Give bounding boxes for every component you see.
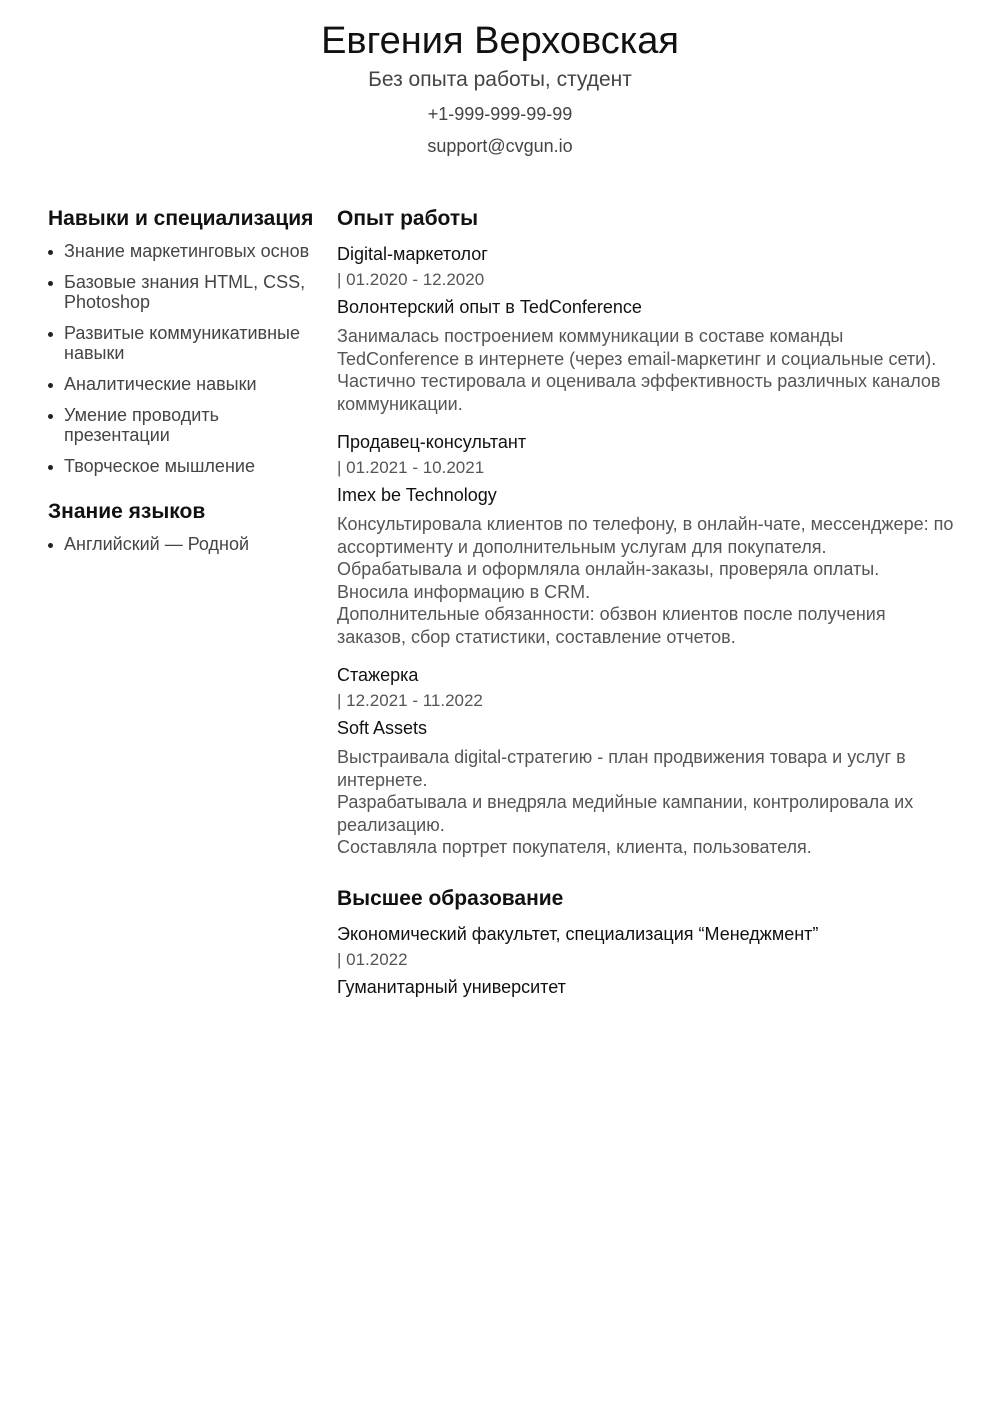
job-title: Digital-маркетолог — [337, 244, 488, 264]
skill-item: Знание маркетинговых основ — [48, 241, 323, 261]
job-description — [337, 746, 957, 859]
job-description — [337, 513, 957, 648]
resume-header — [0, 18, 1000, 158]
right-column — [337, 205, 957, 1015]
job-company: Imex be Technology — [337, 485, 497, 505]
job-dates: | 01.2020 - 12.2020 — [337, 270, 485, 289]
skills-list — [48, 241, 323, 476]
job-title: Продавец-консультант — [337, 432, 527, 452]
skill-item: Творческое мышление — [48, 456, 323, 476]
candidate-phone: +1-999-999-99-99 — [427, 104, 573, 124]
education-section — [337, 885, 957, 1001]
job-description-line: Разрабатывала и внедряла медийные кампании, контролировала их реализацию. — [337, 792, 914, 835]
skill-item: Умение проводить презентации — [48, 405, 323, 445]
job-title: Стажерка — [337, 665, 419, 685]
candidate-email: support@cvgun.io — [427, 136, 573, 156]
job-description — [337, 325, 957, 415]
skill-item: Базовые знания HTML, CSS, Photoshop — [48, 272, 323, 312]
job-company: Волонтерский опыт в TedConference — [337, 297, 642, 317]
job-description-line: Занималась построением коммуникации в составе команды TedConference в интернете (через email-маркетинг и социальные сети). — [337, 326, 937, 369]
candidate-name: Евгения Верховская — [321, 20, 679, 62]
job-description-line: Составляла портрет покупателя, клиента, пользователя. — [337, 837, 812, 857]
job-description-line: Частично тестировала и оценивала эффективность различных каналов коммуникации. — [337, 371, 941, 414]
job-description-line: Дополнительные обязанности: обзвон клиентов после получения заказов, сбор статистики, составление отчетов. — [337, 604, 886, 647]
candidate-subtitle: Без опыта работы, студент — [368, 68, 632, 91]
job-description-line: Обрабатывала и оформляла онлайн-заказы, проверяла оплаты. — [337, 559, 880, 579]
education-institution: Гуманитарный университет — [337, 976, 566, 997]
job-dates: | 01.2021 - 10.2021 — [337, 458, 485, 477]
job-company: Soft Assets — [337, 718, 428, 738]
job-dates: | 12.2021 - 11.2022 — [337, 691, 483, 710]
education-title: Высшее образование — [337, 886, 564, 910]
education-dates: | 01.2022 — [337, 949, 408, 969]
job-description-line: Выстраивала digital-стратегию - план продвижения товара и услуг в интернете. — [337, 747, 906, 790]
languages-list — [48, 534, 323, 554]
education-entry — [337, 921, 957, 1001]
language-item: Английский — Родной — [48, 534, 323, 554]
skill-item: Развитые коммуникативные навыки — [48, 323, 323, 363]
job-entry — [337, 241, 957, 415]
job-description-line: Консультировала клиентов по телефону, в онлайн-чате, мессенджере: по ассортименту и дополнительным услугам для покупателя. — [337, 514, 954, 557]
job-entry — [337, 662, 957, 859]
experience-title: Опыт работы — [337, 207, 479, 230]
skill-item: Аналитические навыки — [48, 374, 323, 394]
job-description-line: Вносила информацию в CRM. — [337, 581, 591, 602]
skills-title: Навыки и специализация — [48, 207, 314, 230]
job-entry — [337, 429, 957, 648]
languages-title: Знание языков — [48, 500, 206, 523]
left-column — [48, 205, 323, 576]
education-degree: Экономический факультет, специализация “Менеджмент” — [337, 923, 819, 944]
